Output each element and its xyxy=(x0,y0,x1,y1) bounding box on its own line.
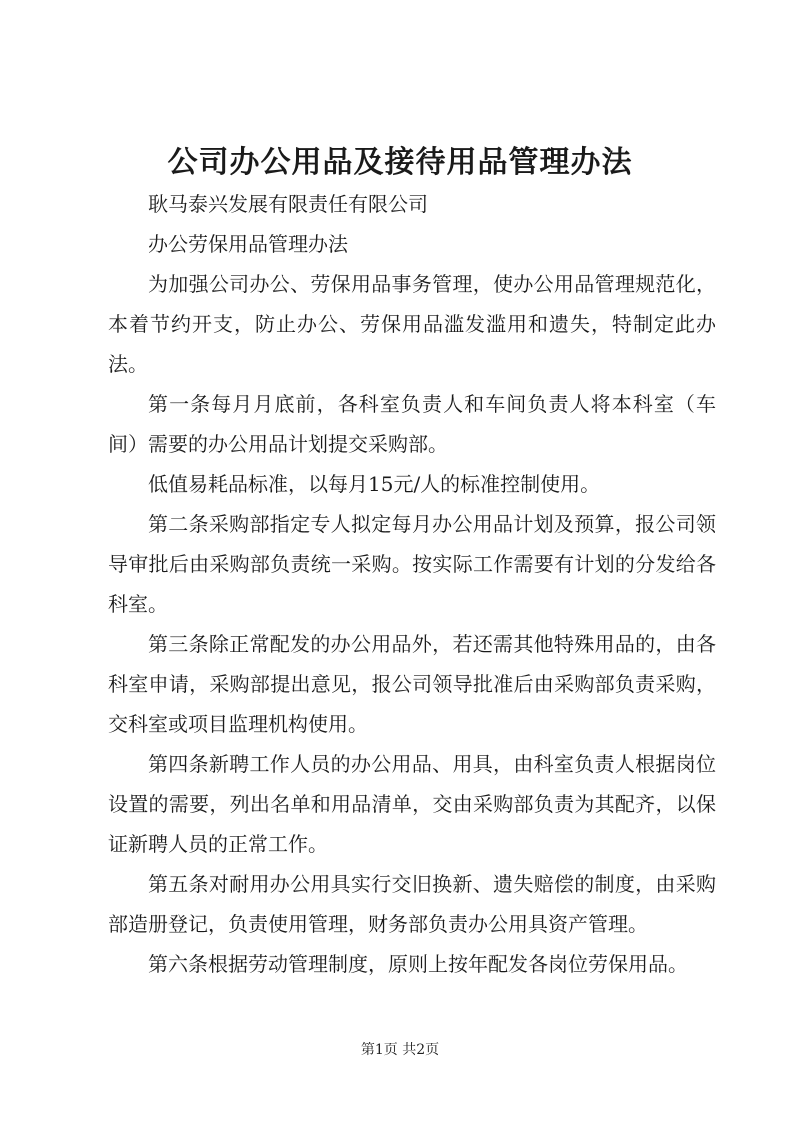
subtitle-paragraph: 办公劳保用品管理办法 xyxy=(148,232,348,256)
intro-paragraph: 为加强公司办公、劳保用品事务管理，使办公用品管理规范化，本着节约开支，防止办公、劳保用品滥发滥用和遗失，特制定此办法。 xyxy=(108,272,716,376)
article-3-paragraph: 第三条除正常配发的办公用品外，若还需其他特殊用品的，由各科室申请，采购部提出意见，报公司领导批准后由采购部负责采购，交科室或项目监理机构使用。 xyxy=(108,632,716,736)
document-body xyxy=(108,184,716,984)
article-4-paragraph: 第四条新聘工作人员的办公用品、用具，由科室负责人根据岗位设置的需要，列出名单和用品清单，交由采购部负责为其配齐，以保证新聘人员的正常工作。 xyxy=(108,752,716,856)
article-1-paragraph: 第一条每月月底前，各科室负责人和车间负责人将本科室（车间）需要的办公用品计划提交采购部。 xyxy=(108,392,716,456)
document-title: 公司办公用品及接待用品管理办法 xyxy=(167,145,633,180)
article-2-paragraph: 第二条采购部指定专人拟定每月办公用品计划及预算，报公司领导审批后由采购部负责统一采购。按实际工作需要有计划的分发给各科室。 xyxy=(108,512,716,616)
article-5-paragraph: 第五条对耐用办公用具实行交旧换新、遗失赔偿的制度，由采购部造册登记，负责使用管理，财务部负责办公用具资产管理。 xyxy=(108,872,716,936)
article-6-paragraph: 第六条根据劳动管理制度，原则上按年配发各岗位劳保用品。 xyxy=(148,952,688,976)
page-number-footer: 第1页 共2页 xyxy=(360,1042,440,1058)
company-name-paragraph: 耿马泰兴发展有限责任有限公司 xyxy=(148,192,428,216)
consumables-standard-paragraph: 低值易耗品标准，以每月15元/人的标准控制使用。 xyxy=(148,472,601,496)
